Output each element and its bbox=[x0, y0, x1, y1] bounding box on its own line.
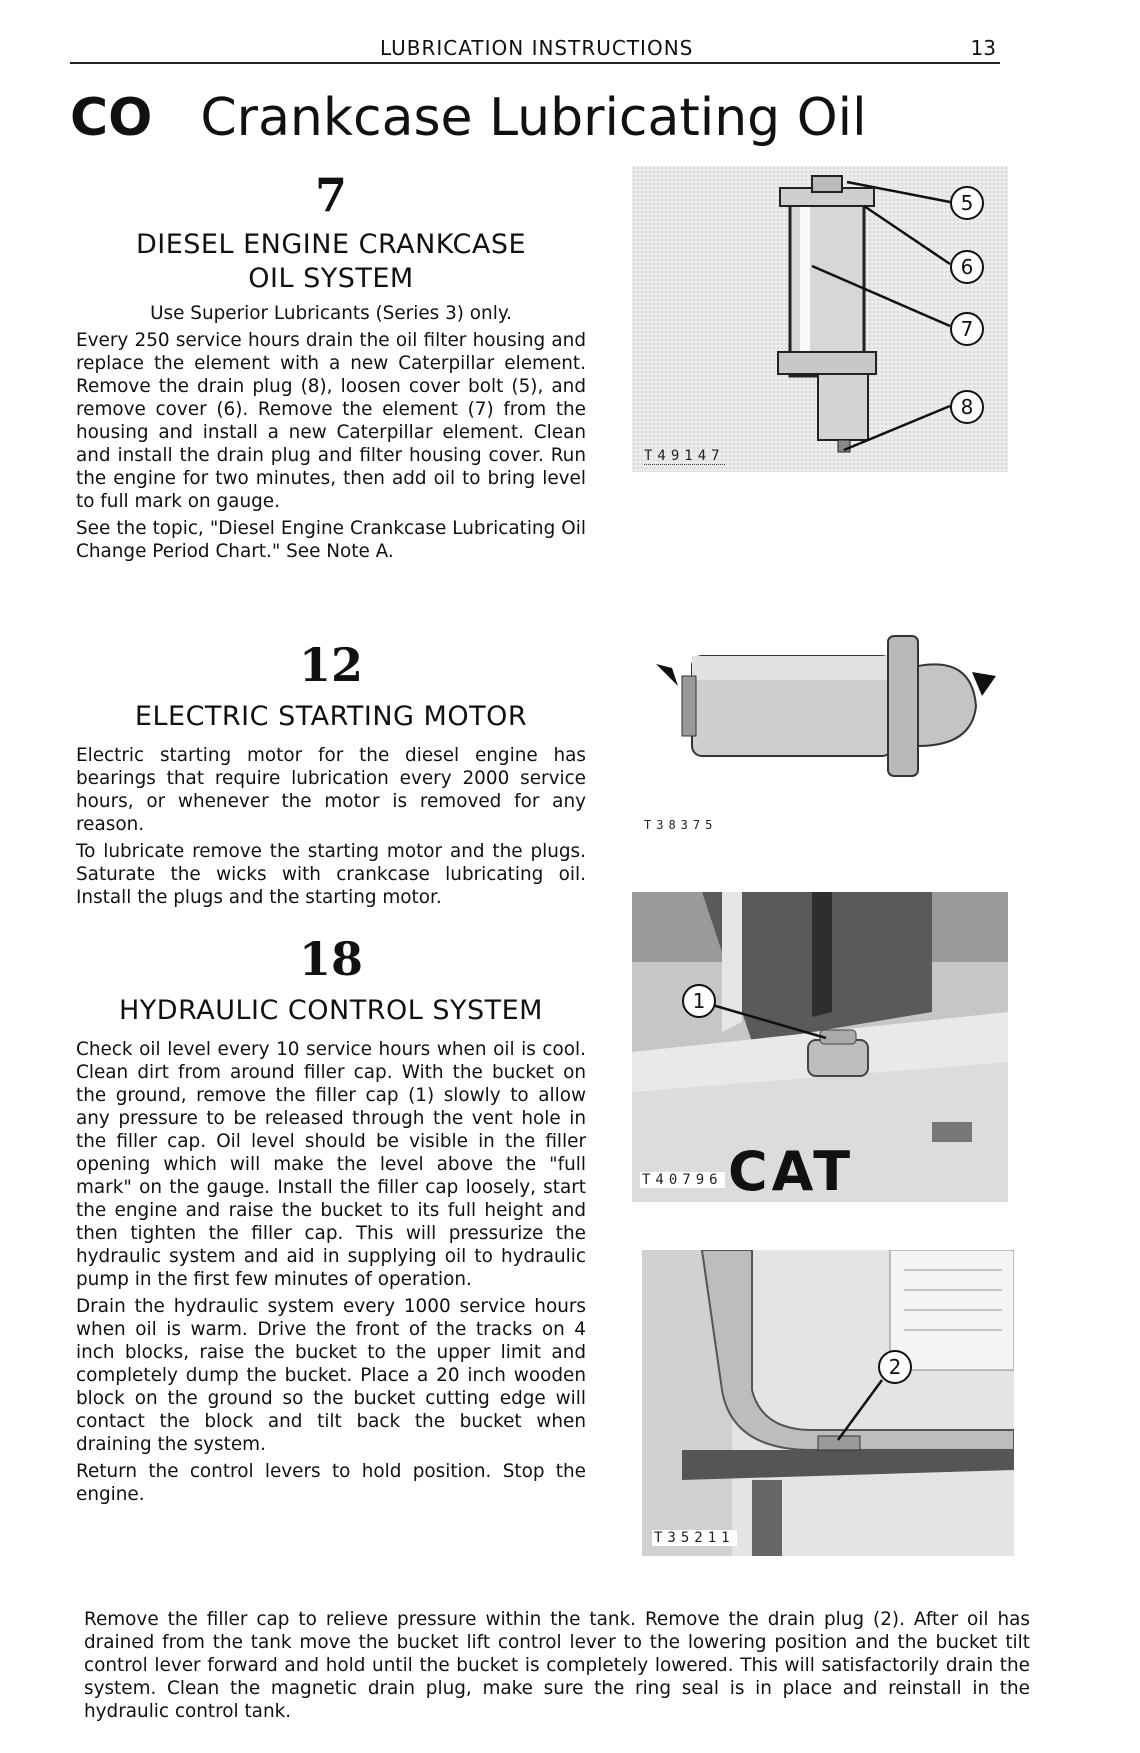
paragraph: Return the control levers to hold position. Stop the engine. bbox=[76, 1461, 586, 1505]
paragraph: Electric starting motor for the diesel engine has bearings that require lubrication every 2000 service hours, or whenever the motor is removed for any reason. bbox=[76, 745, 586, 835]
callout-6: 6 bbox=[950, 250, 984, 284]
paragraph: Drain the hydraulic system every 1000 service hours when oil is warm. Drive the front of the tracks on 4 inch blocks, raise the bucket to the upper limit and completely dump the bucket. Place a 20 inch wooden block on the ground so the bucket cutting edge will contact the block and tilt back the bucket when draining the system. bbox=[76, 1296, 586, 1455]
page-title bbox=[70, 88, 867, 148]
page-title-text: Crankcase Lubricating Oil bbox=[200, 88, 867, 148]
section-7 bbox=[76, 168, 586, 567]
callout-2: 2 bbox=[878, 1350, 912, 1384]
section-18 bbox=[76, 932, 586, 1510]
figure-hydraulic-drain bbox=[642, 1250, 1014, 1556]
figure-oil-filter bbox=[632, 166, 1008, 472]
paragraph: Use Superior Lubricants (Series 3) only. bbox=[150, 303, 512, 324]
section-title-line1: DIESEL ENGINE CRANKCASE bbox=[135, 229, 527, 260]
section-number: 7 bbox=[314, 168, 347, 222]
starting-motor-icon bbox=[632, 596, 1008, 796]
paragraph: Check oil level every 10 service hours when oil is cool. Clean dirt from around filler cap. With the bucket on the ground, remove the filler cap (1) slowly to allow any pressure to be released through the vent hole in the filler cap. Oil level should be visible in the filler opening which will make the level above the "full mark" on the gauge. Install the filler cap loosely, start the engine and raise the bucket to its full height and then tighten the filler cap. This will pressurize the hydraulic system and aid in supplying oil to hydraulic pump in the first few minutes of operation. bbox=[76, 1039, 586, 1290]
section-title-line1: ELECTRIC STARTING MOTOR bbox=[134, 701, 528, 732]
bottom-paragraph: Remove the filler cap to relieve pressure within the tank. Remove the drain plug (2). After oil has drained from the tank move the bucket lift control lever to the lowering position and the bucket tilt control lever forward and hold until the bucket is completely lowered. This will satisfactorily drain the system. Clean the magnetic drain plug, make sure the ring seal is in place and reinstall in the hydraulic control tank. bbox=[84, 1609, 1030, 1723]
cat-logo: CAT bbox=[728, 1140, 855, 1202]
section-number: 12 bbox=[298, 638, 363, 692]
hydraulic-tank-drain-icon bbox=[642, 1250, 1014, 1556]
figure-label: T35211 bbox=[654, 1530, 735, 1546]
paragraph: Every 250 service hours drain the oil filter housing and replace the element with a new Caterpillar element. Remove the drain plug (8), loosen cover bolt (5), and remove cover (6). Remove the element (7) from the housing and install a new Caterpillar element. Clean and install the drain plug and filter housing cover. Run the engine for two minutes, then add oil to bring level to full mark on gauge. bbox=[76, 330, 586, 512]
figure-starting-motor bbox=[632, 596, 1008, 836]
section-code: CO bbox=[70, 88, 153, 148]
callout-7: 7 bbox=[950, 312, 984, 346]
section-title-line1: HYDRAULIC CONTROL SYSTEM bbox=[119, 995, 543, 1026]
figure-label: T40796 bbox=[642, 1172, 723, 1188]
paragraph: To lubricate remove the starting motor and the plugs. Saturate the wicks with crankcase lubricating oil. Install the plugs and the starting motor. bbox=[76, 841, 586, 908]
figure-hydraulic-filler bbox=[632, 892, 1008, 1202]
section-title-line2: OIL SYSTEM bbox=[248, 263, 414, 294]
running-header: LUBRICATION INSTRUCTIONS bbox=[380, 36, 694, 60]
figure-label: T38375 bbox=[644, 818, 718, 832]
callout-8: 8 bbox=[950, 390, 984, 424]
page-number: 13 bbox=[970, 36, 996, 60]
figure-label: T49147 bbox=[644, 448, 725, 464]
callout-1: 1 bbox=[682, 984, 716, 1018]
section-12 bbox=[76, 638, 586, 913]
section-number: 18 bbox=[298, 932, 363, 986]
paragraph: See the topic, "Diesel Engine Crankcase Lubricating Oil Change Period Chart." See Note A. bbox=[76, 518, 586, 562]
callout-5: 5 bbox=[950, 186, 984, 220]
